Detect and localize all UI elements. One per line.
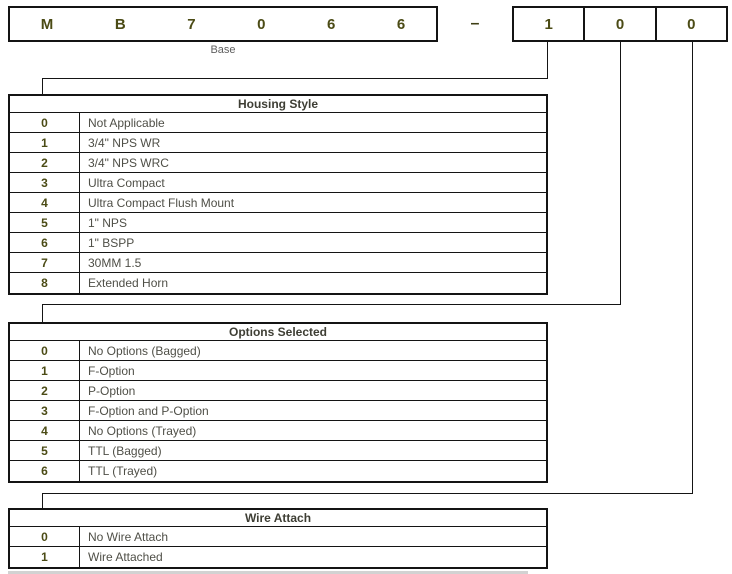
row-code: 0 bbox=[10, 113, 80, 132]
table-row bbox=[10, 547, 546, 567]
table-row bbox=[10, 233, 546, 253]
row-code: 5 bbox=[10, 213, 80, 232]
table-row bbox=[10, 113, 546, 133]
table-title: Wire Attach bbox=[10, 510, 546, 527]
row-desc: P-Option bbox=[88, 383, 136, 398]
row-desc: F-Option and P-Option bbox=[88, 403, 209, 418]
base-char: B bbox=[114, 15, 126, 33]
row-code: 3 bbox=[10, 401, 80, 420]
row-desc: Ultra Compact bbox=[88, 175, 165, 190]
row-desc: TTL (Trayed) bbox=[88, 464, 158, 478]
row-code: 8 bbox=[10, 273, 80, 293]
connector-housing-vertical-from-digit bbox=[547, 42, 548, 78]
row-code: 5 bbox=[10, 441, 80, 460]
connector-options-horizontal bbox=[42, 304, 621, 305]
row-desc: No Options (Trayed) bbox=[88, 423, 197, 438]
options-selected-digit: 0 bbox=[583, 8, 654, 40]
row-desc: Ultra Compact Flush Mount bbox=[88, 195, 235, 210]
table-row bbox=[10, 193, 546, 213]
table-row bbox=[10, 401, 546, 421]
row-code: 6 bbox=[10, 233, 80, 252]
row-desc: 3/4" NPS WR bbox=[88, 135, 161, 150]
connector-wire-vertical-from-digit bbox=[692, 42, 693, 494]
table-row bbox=[10, 153, 546, 173]
table-title: Housing Style bbox=[10, 96, 546, 113]
row-code: 6 bbox=[10, 461, 80, 481]
table-row bbox=[10, 213, 546, 233]
wire-attach-digit: 0 bbox=[655, 8, 726, 40]
options-selected-table bbox=[8, 322, 548, 483]
row-code: 1 bbox=[10, 133, 80, 152]
table-row bbox=[10, 253, 546, 273]
table-title: Options Selected bbox=[10, 324, 546, 341]
row-code: 2 bbox=[10, 381, 80, 400]
table-row bbox=[10, 527, 546, 547]
row-desc: No Wire Attach bbox=[88, 529, 169, 544]
connector-housing-horizontal bbox=[42, 78, 548, 79]
row-desc: 30MM 1.5 bbox=[88, 255, 142, 270]
table-row bbox=[10, 421, 546, 441]
row-code: 0 bbox=[10, 341, 80, 360]
housing-style-digit: 1 bbox=[544, 15, 553, 33]
connector-wire-horizontal bbox=[42, 493, 693, 494]
row-desc: 1" NPS bbox=[88, 215, 127, 230]
row-code: 2 bbox=[10, 153, 80, 172]
row-code: 4 bbox=[10, 421, 80, 440]
row-code: 0 bbox=[10, 527, 80, 546]
row-desc: TTL (Bagged) bbox=[88, 443, 162, 458]
row-code: 4 bbox=[10, 193, 80, 212]
row-code: 1 bbox=[10, 361, 80, 380]
base-char: M bbox=[40, 15, 54, 33]
row-desc: 1" BSPP bbox=[88, 235, 135, 250]
row-desc: No Options (Bagged) bbox=[88, 343, 201, 358]
row-desc: Wire Attached bbox=[88, 550, 163, 564]
base-char: 6 bbox=[326, 15, 336, 33]
suffix-digit-boxes bbox=[512, 6, 728, 42]
row-code: 1 bbox=[10, 547, 80, 567]
row-code: 7 bbox=[10, 253, 80, 272]
base-char: 0 bbox=[257, 15, 266, 33]
table-row bbox=[10, 361, 546, 381]
row-desc: Not Applicable bbox=[88, 115, 165, 130]
connector-options-vertical-from-digit bbox=[620, 42, 621, 305]
table-row bbox=[10, 441, 546, 461]
table-row bbox=[10, 461, 546, 481]
base-model-box bbox=[8, 6, 438, 42]
table-row bbox=[10, 133, 546, 153]
row-code: 3 bbox=[10, 173, 80, 192]
separator-dash: – bbox=[470, 15, 480, 32]
table-row bbox=[10, 381, 546, 401]
housing-style-table bbox=[8, 94, 548, 295]
base-char: 7 bbox=[187, 15, 196, 33]
table-row bbox=[10, 173, 546, 193]
connector-wire-vertical-to-table bbox=[42, 493, 43, 509]
row-desc: Extended Horn bbox=[88, 276, 169, 290]
table-row bbox=[10, 341, 546, 361]
row-desc: 3/4" NPS WRC bbox=[88, 155, 169, 170]
connector-housing-vertical-to-table bbox=[42, 78, 43, 95]
table-row bbox=[10, 273, 546, 293]
separator-zone bbox=[438, 6, 512, 42]
base-char: 6 bbox=[396, 15, 406, 33]
row-desc: F-Option bbox=[88, 363, 135, 378]
base-label: Base bbox=[210, 44, 236, 56]
connector-options-vertical-to-table bbox=[42, 304, 43, 323]
wire-attach-table bbox=[8, 508, 548, 569]
